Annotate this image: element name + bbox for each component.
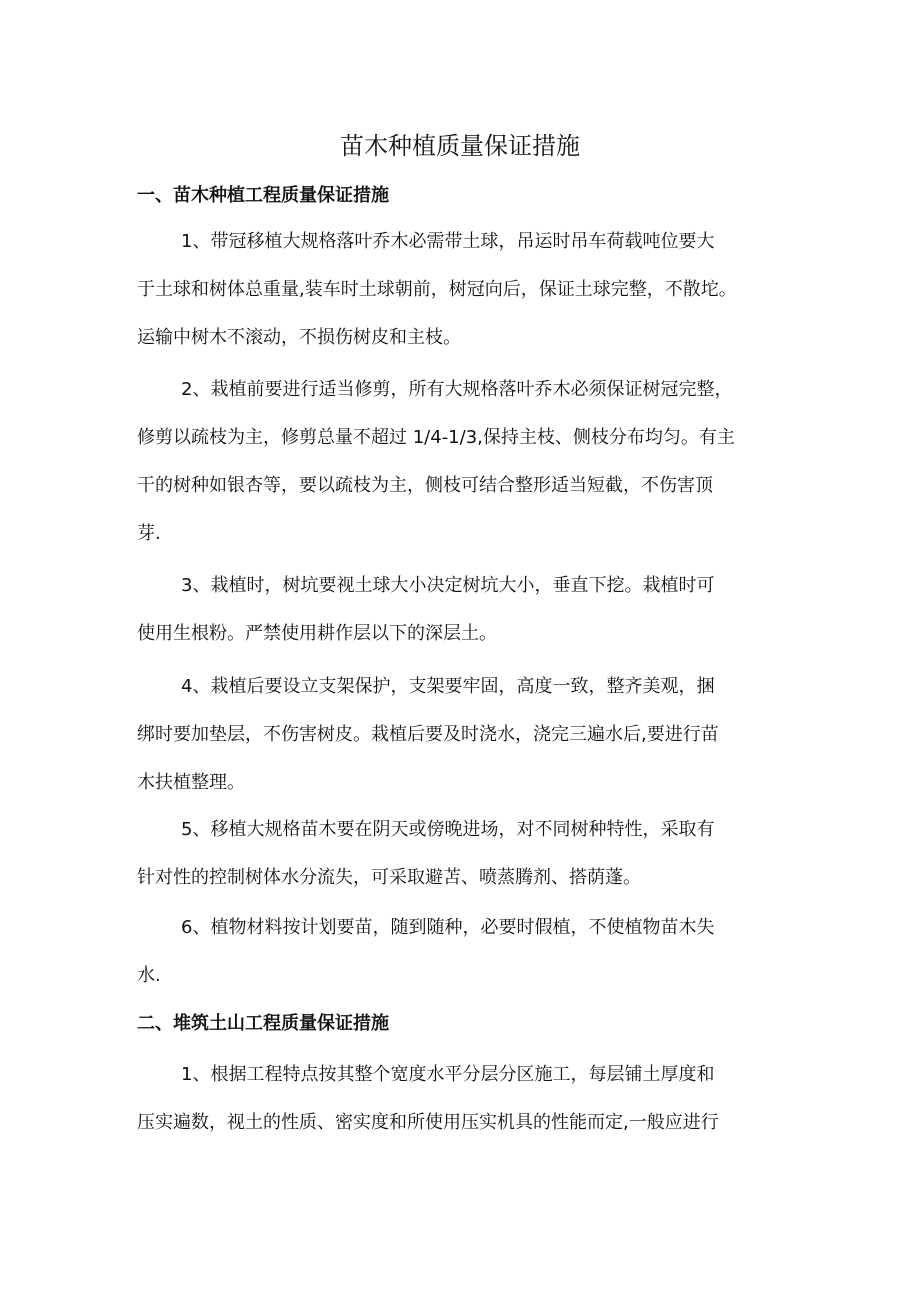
paragraph-line: 3、栽植时，树坑要视土球大小决定树坑大小，垂直下挖。栽植时可 bbox=[181, 575, 715, 596]
paragraph-line: 6、植物材料按计划要苗，随到随种，必要时假植，不使植物苗木失 bbox=[181, 917, 715, 938]
paragraph-line: 4、栽植后要设立支架保护，支架要牢固，高度一致，整齐美观，捆 bbox=[181, 676, 715, 697]
paragraph-line: 1、根据工程特点按其整个宽度水平分层分区施工，每层铺土厚度和 bbox=[181, 1064, 715, 1085]
paragraph-line: 1、带冠移植大规格落叶乔木必需带土球，吊运时吊车荷载吨位要大 bbox=[181, 231, 715, 252]
paragraph-line: 木扶植整理。 bbox=[137, 772, 245, 793]
paragraph-1-1 bbox=[137, 218, 787, 362]
paragraph-line: 绑时要加垫层，不伤害树皮。栽植后要及时浇水，浇完三遍水后,要进行苗 bbox=[137, 724, 719, 745]
paragraph-line: 压实遍数，视土的性质、密实度和所使用压实机具的性能而定,一般应进行 bbox=[137, 1112, 719, 1133]
paragraph-line: 2、栽植前要进行适当修剪，所有大规格落叶乔木必须保证树冠完整， bbox=[181, 379, 733, 400]
paragraph-1-5 bbox=[137, 806, 787, 902]
section-heading-2: 二、堆筑土山工程质量保证措施 bbox=[137, 1013, 389, 1034]
paragraph-line: 芽. bbox=[137, 523, 161, 544]
page-title: 苗木种植质量保证措施 bbox=[340, 132, 580, 160]
paragraph-1-2 bbox=[137, 366, 787, 558]
paragraph-1-6 bbox=[137, 904, 787, 1000]
paragraph-2-1 bbox=[137, 1051, 787, 1147]
paragraph-line: 干的树种如银杏等，要以疏枝为主，侧枝可结合整形适当短截，不伤害顶 bbox=[137, 475, 713, 496]
paragraph-line: 使用生根粉。严禁使用耕作层以下的深层土。 bbox=[137, 623, 497, 644]
section-heading-1: 一、苗木种植工程质量保证措施 bbox=[137, 185, 389, 206]
paragraph-line: 于土球和树体总重量,装车时土球朝前，树冠向后，保证土球完整，不散坨。 bbox=[137, 279, 737, 300]
paragraph-line: 5、移植大规格苗木要在阴天或傍晚进场，对不同树种特性，采取有 bbox=[181, 819, 715, 840]
paragraph-1-3 bbox=[137, 562, 787, 658]
paragraph-line: 水. bbox=[137, 965, 161, 986]
paragraph-line: 运输中树木不滚动，不损伤树皮和主枝。 bbox=[137, 327, 461, 348]
paragraph-line: 修剪以疏枝为主，修剪总量不超过 1/4-1/3,保持主枝、侧枝分布均匀。有主 bbox=[137, 427, 735, 448]
paragraph-line: 针对性的控制树体水分流失，可采取避苫、喷蒸腾剂、搭荫蓬。 bbox=[137, 867, 641, 888]
paragraph-1-4 bbox=[137, 663, 787, 807]
